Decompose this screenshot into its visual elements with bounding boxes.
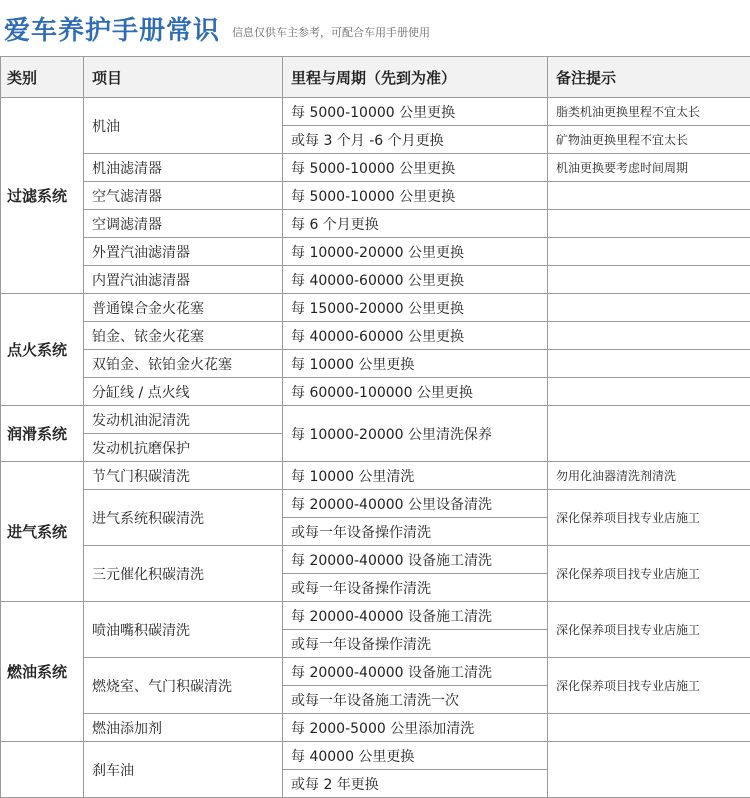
note-cell <box>548 266 750 294</box>
category-cell: 过滤系统 <box>1 98 84 294</box>
interval-cell: 每 20000-40000 设备施工清洗 <box>283 602 548 630</box>
note-cell <box>548 350 750 378</box>
header-interval: 里程与周期（先到为准） <box>283 57 548 98</box>
item-cell: 节气门积碳清洗 <box>84 462 283 490</box>
table-row <box>1 322 750 350</box>
item-cell: 外置汽油滤清器 <box>84 238 283 266</box>
note-cell: 深化保养项目找专业店施工 <box>548 658 750 714</box>
item-cell: 普通镍合金火花塞 <box>84 294 283 322</box>
interval-cell: 每 60000-100000 公里更换 <box>283 378 548 406</box>
interval-cell: 或每一年设备施工清洗一次 <box>283 686 548 714</box>
page-subtitle: 信息仅供车主参考，可配合车用手册使用 <box>232 24 430 40</box>
table-row <box>1 462 750 490</box>
note-cell: 深化保养项目找专业店施工 <box>548 602 750 658</box>
table-row <box>1 602 750 630</box>
note-cell <box>548 238 750 266</box>
note-cell <box>548 406 750 462</box>
table-row <box>1 98 750 126</box>
note-cell <box>548 294 750 322</box>
category-cell: 润滑系统 <box>1 406 84 462</box>
table-header-row <box>1 57 750 98</box>
interval-cell: 或每 3 个月 -6 个月更换 <box>283 126 548 154</box>
item-cell: 燃烧室、气门积碳清洗 <box>84 658 283 714</box>
table-row <box>1 266 750 294</box>
note-cell <box>548 378 750 406</box>
table-row <box>1 154 750 182</box>
table-row <box>1 378 750 406</box>
interval-cell: 每 5000-10000 公里更换 <box>283 154 548 182</box>
interval-cell: 每 5000-10000 公里更换 <box>283 98 548 126</box>
item-cell: 三元催化积碳清洗 <box>84 546 283 602</box>
note-cell: 勿用化油器清洗剂清洗 <box>548 462 750 490</box>
interval-cell: 每 15000-20000 公里更换 <box>283 294 548 322</box>
item-cell: 双铂金、铱铂金火花塞 <box>84 350 283 378</box>
table-row <box>1 350 750 378</box>
note-cell: 矿物油更换里程不宜太长 <box>548 126 750 154</box>
interval-cell: 或每一年设备操作清洗 <box>283 518 548 546</box>
interval-cell: 每 10000-20000 公里清洗保养 <box>283 406 548 462</box>
item-cell: 铂金、铱金火花塞 <box>84 322 283 350</box>
interval-cell: 每 10000-20000 公里更换 <box>283 238 548 266</box>
interval-cell: 每 40000 公里更换 <box>283 742 548 770</box>
interval-cell: 每 10000 公里更换 <box>283 350 548 378</box>
item-cell: 喷油嘴积碳清洗 <box>84 602 283 658</box>
item-cell: 燃油添加剂 <box>84 714 283 742</box>
item-cell: 机油 <box>84 98 283 154</box>
table-row <box>1 546 750 574</box>
header-category: 类别 <box>1 57 84 98</box>
item-cell: 空气滤清器 <box>84 182 283 210</box>
table-row <box>1 658 750 686</box>
table-row <box>1 714 750 742</box>
table-row <box>1 406 750 434</box>
interval-cell: 每 20000-40000 公里设备清洗 <box>283 490 548 518</box>
table-row <box>1 182 750 210</box>
note-cell <box>548 322 750 350</box>
note-cell <box>548 210 750 238</box>
interval-cell: 每 6 个月更换 <box>283 210 548 238</box>
interval-cell: 每 5000-10000 公里更换 <box>283 182 548 210</box>
table-row <box>1 294 750 322</box>
item-cell: 空调滤清器 <box>84 210 283 238</box>
note-cell: 深化保养项目找专业店施工 <box>548 546 750 602</box>
maintenance-table <box>0 56 750 798</box>
item-cell: 发动机抗磨保护 <box>84 434 283 462</box>
table-row <box>1 490 750 518</box>
page-header <box>0 0 750 56</box>
interval-cell: 每 10000 公里清洗 <box>283 462 548 490</box>
interval-cell: 每 2000-5000 公里添加清洗 <box>283 714 548 742</box>
item-cell: 进气系统积碳清洗 <box>84 490 283 546</box>
header-item: 项目 <box>84 57 283 98</box>
interval-cell: 或每 2 年更换 <box>283 770 548 798</box>
header-note: 备注提示 <box>548 57 750 98</box>
item-cell: 刹车油 <box>84 742 283 798</box>
note-cell <box>548 714 750 742</box>
note-cell: 机油更换要考虑时间周期 <box>548 154 750 182</box>
category-cell: 进气系统 <box>1 462 84 602</box>
note-cell <box>548 182 750 210</box>
note-cell: 脂类机油更换里程不宜太长 <box>548 98 750 126</box>
interval-cell: 每 20000-40000 设备施工清洗 <box>283 546 548 574</box>
category-cell <box>1 742 84 798</box>
interval-cell: 每 20000-40000 设备施工清洗 <box>283 658 548 686</box>
category-cell: 燃油系统 <box>1 602 84 742</box>
interval-cell: 或每一年设备操作清洗 <box>283 630 548 658</box>
item-cell: 机油滤清器 <box>84 154 283 182</box>
item-cell: 发动机油泥清洗 <box>84 406 283 434</box>
interval-cell: 每 40000-60000 公里更换 <box>283 322 548 350</box>
page-title: 爱车养护手册常识 <box>4 10 220 47</box>
note-cell: 深化保养项目找专业店施工 <box>548 490 750 546</box>
table-row <box>1 742 750 770</box>
table-row <box>1 210 750 238</box>
interval-cell: 每 40000-60000 公里更换 <box>283 266 548 294</box>
note-cell <box>548 742 750 798</box>
item-cell: 分缸线 / 点火线 <box>84 378 283 406</box>
item-cell: 内置汽油滤清器 <box>84 266 283 294</box>
category-cell: 点火系统 <box>1 294 84 406</box>
table-row <box>1 238 750 266</box>
interval-cell: 或每一年设备操作清洗 <box>283 574 548 602</box>
